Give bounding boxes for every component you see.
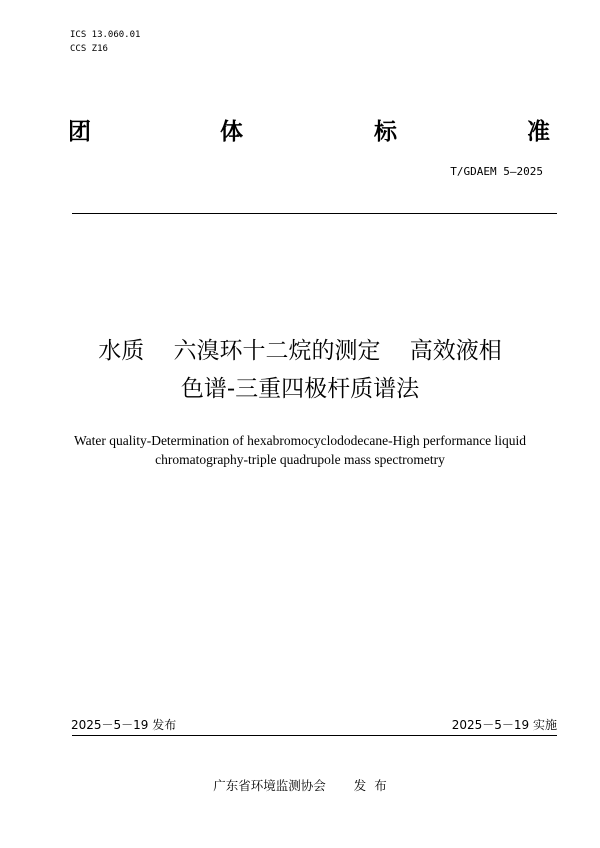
ics-code: ICS 13.060.01 [70,30,141,40]
standard-number: T/GDAEM 5—2025 [450,165,543,178]
publisher-line [0,776,600,794]
publisher-action: 发 布 [353,778,387,793]
implementation-date: 2025－5－19 实施 [451,718,557,732]
document-type-heading [0,118,600,148]
footer-divider [72,735,557,736]
issue-date: 2025－5－19 发布 [71,718,177,732]
title-cn-line-2: 色谱-三重四极杆质谱法 [180,376,420,402]
doc-type-char-4: 准 [527,119,550,145]
doc-type-char-2: 体 [220,119,243,145]
ccs-code: CCS Z16 [70,44,108,54]
doc-type-char-1: 团 [68,119,91,145]
title-en-line-1: Water quality-Determination of hexabromocyclododecane-High performance liquid [73,433,527,448]
publisher-name: 广东省环境监测协会 [213,778,326,793]
title-cn-line-1: 水质 六溴环十二烷的测定 高效液相 [98,338,502,364]
doc-type-char-3: 标 [374,119,397,145]
header-divider [72,213,557,214]
title-en-line-2: chromatography-triple quadrupole mass spectrometry [155,452,445,467]
